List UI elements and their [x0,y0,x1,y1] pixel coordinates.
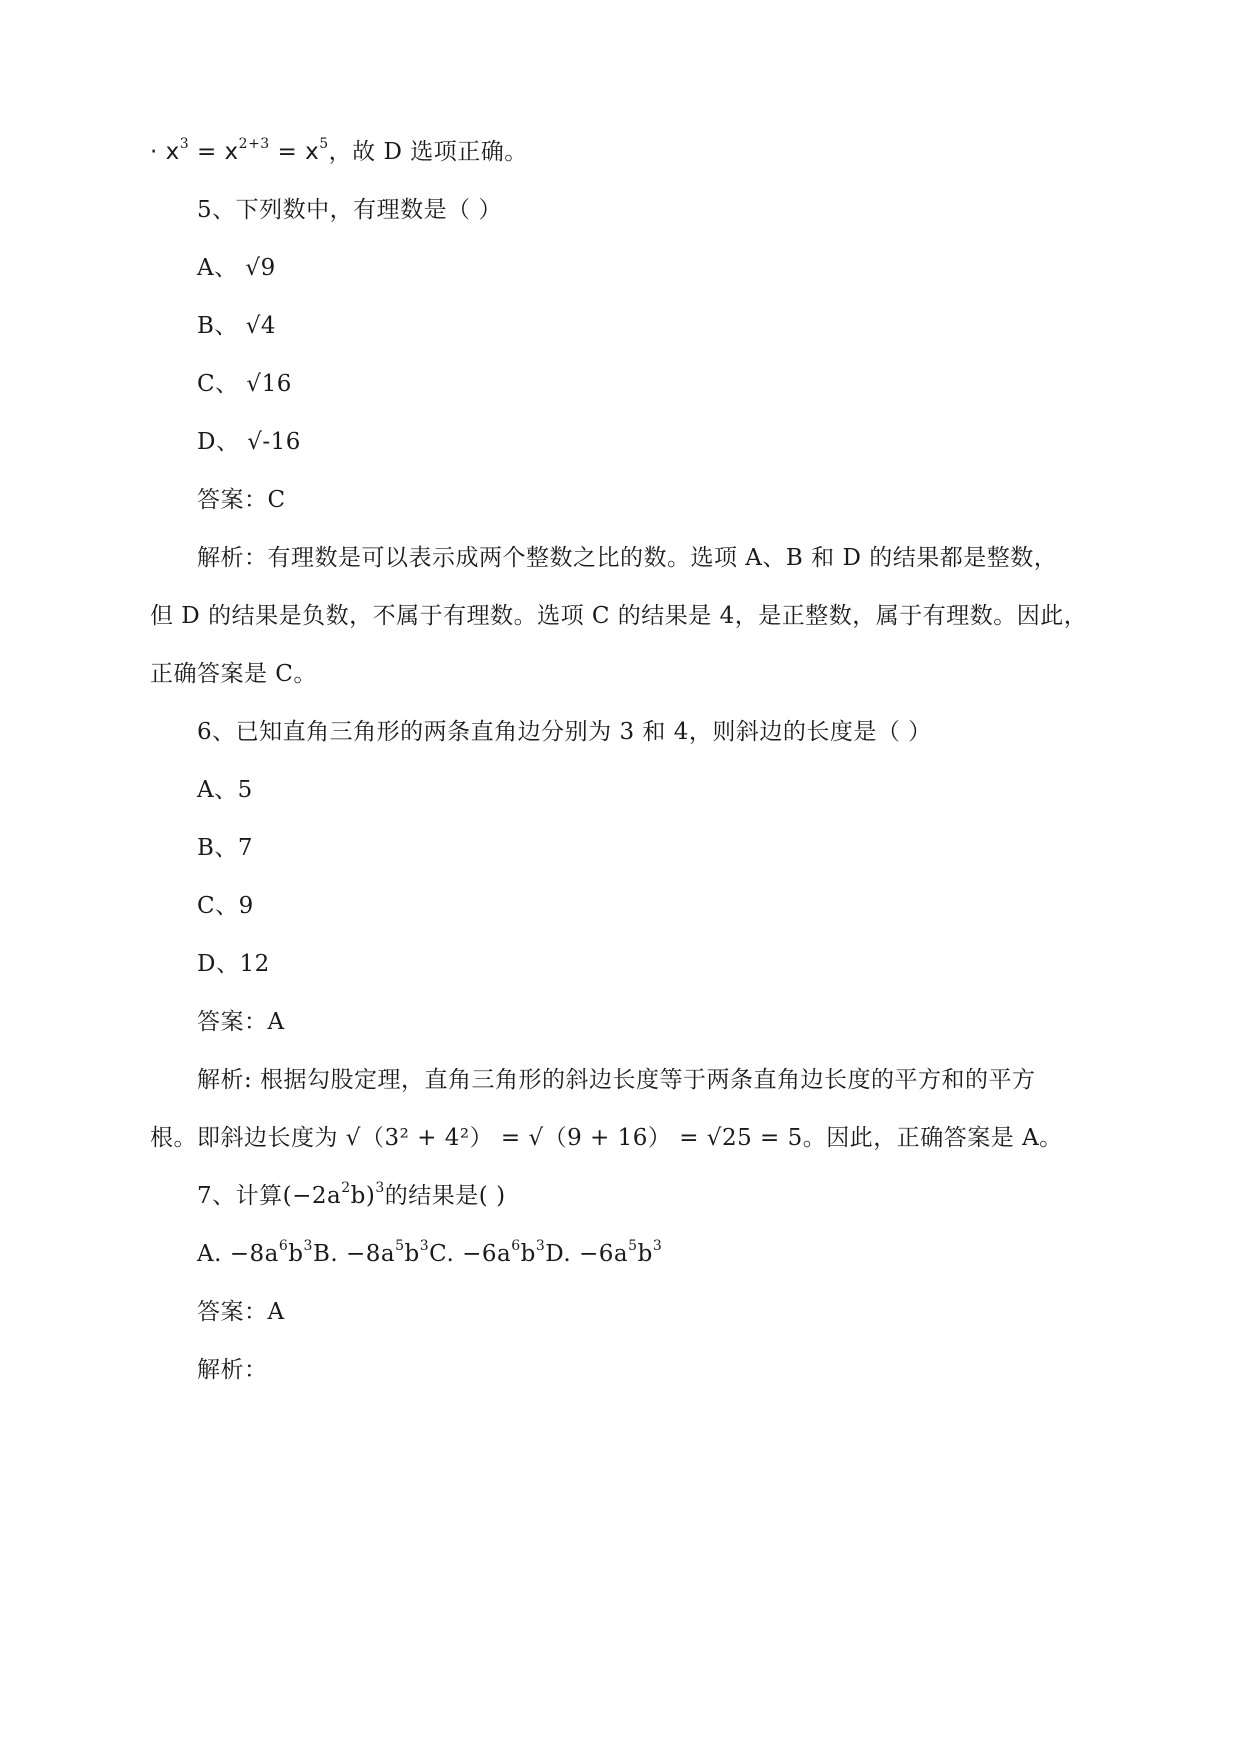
q4-tail-exp3: 5 [319,136,329,153]
q7-stem-exp2: 3 [375,1180,385,1197]
q7-option-d-prefix: D. −6a [545,1241,629,1267]
q7-stem-exp1: 2 [341,1180,351,1197]
q6-stem: 6、已知直角三角形的两条直角边分别为 3 和 4，则斜边的长度是（ ） [197,719,932,745]
q7-option-a-exp1: 6 [278,1238,289,1255]
q6-analysis-line-1: 解析: 根据勾股定理，直角三角形的斜边长度等于两条直角边长度的平方和的平方 [197,1067,1036,1093]
q4-tail-suffix: ，故 D 选项正确。 [328,139,528,165]
q4-tail-exp1: 3 [179,136,190,153]
q7-stem [197,1181,506,1211]
q4-tail-prefix: · x [150,139,180,165]
q7-option-c-exp2: 3 [535,1238,546,1255]
q7-option-d-exp2: 3 [652,1238,663,1255]
q7-stem-mid: b) [350,1183,376,1209]
q7-option-a-exp2: 3 [303,1238,313,1255]
q7-option-b-exp1: 5 [395,1238,405,1255]
q5-answer: 答案：C [197,487,286,513]
q7-stem-suffix: 的结果是( ) [384,1183,506,1209]
q7-option-a-mid: b [288,1241,304,1267]
q6-option-a: A、5 [197,777,253,803]
q6-option-b: B、7 [197,835,254,861]
q7-option-c-exp1: 6 [511,1238,521,1255]
q4-tail-eq2: = x [269,139,320,165]
q5-option-d: D、 √-16 [197,429,301,455]
q7-option-d-exp1: 5 [628,1238,638,1255]
q4-tail-eq1: = x [189,139,239,165]
q7-option-b-exp2: 3 [419,1238,430,1255]
q5-analysis-line-1: 解析：有理数是可以表示成两个整数之比的数。选项 A、B 和 D 的结果都是整数， [197,545,1058,571]
q5-analysis-line-2: 但 D 的结果是负数，不属于有理数。选项 C 的结果是 4，是正整数，属于有理数。因此， [150,603,1088,629]
q7-option-b-prefix: B. −8a [312,1241,396,1267]
q7-option-a-prefix: A. −8a [197,1241,279,1267]
q7-option-b-mid: b [404,1241,420,1267]
q7-answer: 答案：A [197,1299,285,1325]
q5-option-a: A、 √9 [197,255,276,281]
q7-option-c-prefix: C. −6a [429,1241,512,1267]
q5-option-b: B、 √4 [197,313,277,339]
q4-tail-exp2: 2+3 [238,136,270,153]
q6-option-c: C、9 [197,893,254,919]
q7-options-line [197,1239,662,1269]
q4-tail-line [150,137,528,167]
q5-stem: 5、下列数中，有理数是（ ） [197,197,502,223]
q5-analysis-line-3: 正确答案是 C。 [150,661,317,687]
q7-option-c-mid: b [520,1241,536,1267]
q6-answer: 答案：A [197,1009,285,1035]
q7-analysis-label: 解析： [197,1357,268,1383]
q7-stem-prefix: 7、计算(−2a [197,1183,342,1209]
q6-option-d: D、12 [197,951,270,977]
q6-analysis-line-2: 根。即斜边长度为 √（3² + 4²） = √（9 + 16） = √25 = 5。因此，正确答案是 A。 [150,1125,1063,1151]
q5-option-c: C、 √16 [197,371,292,397]
q7-option-d-mid: b [637,1241,653,1267]
